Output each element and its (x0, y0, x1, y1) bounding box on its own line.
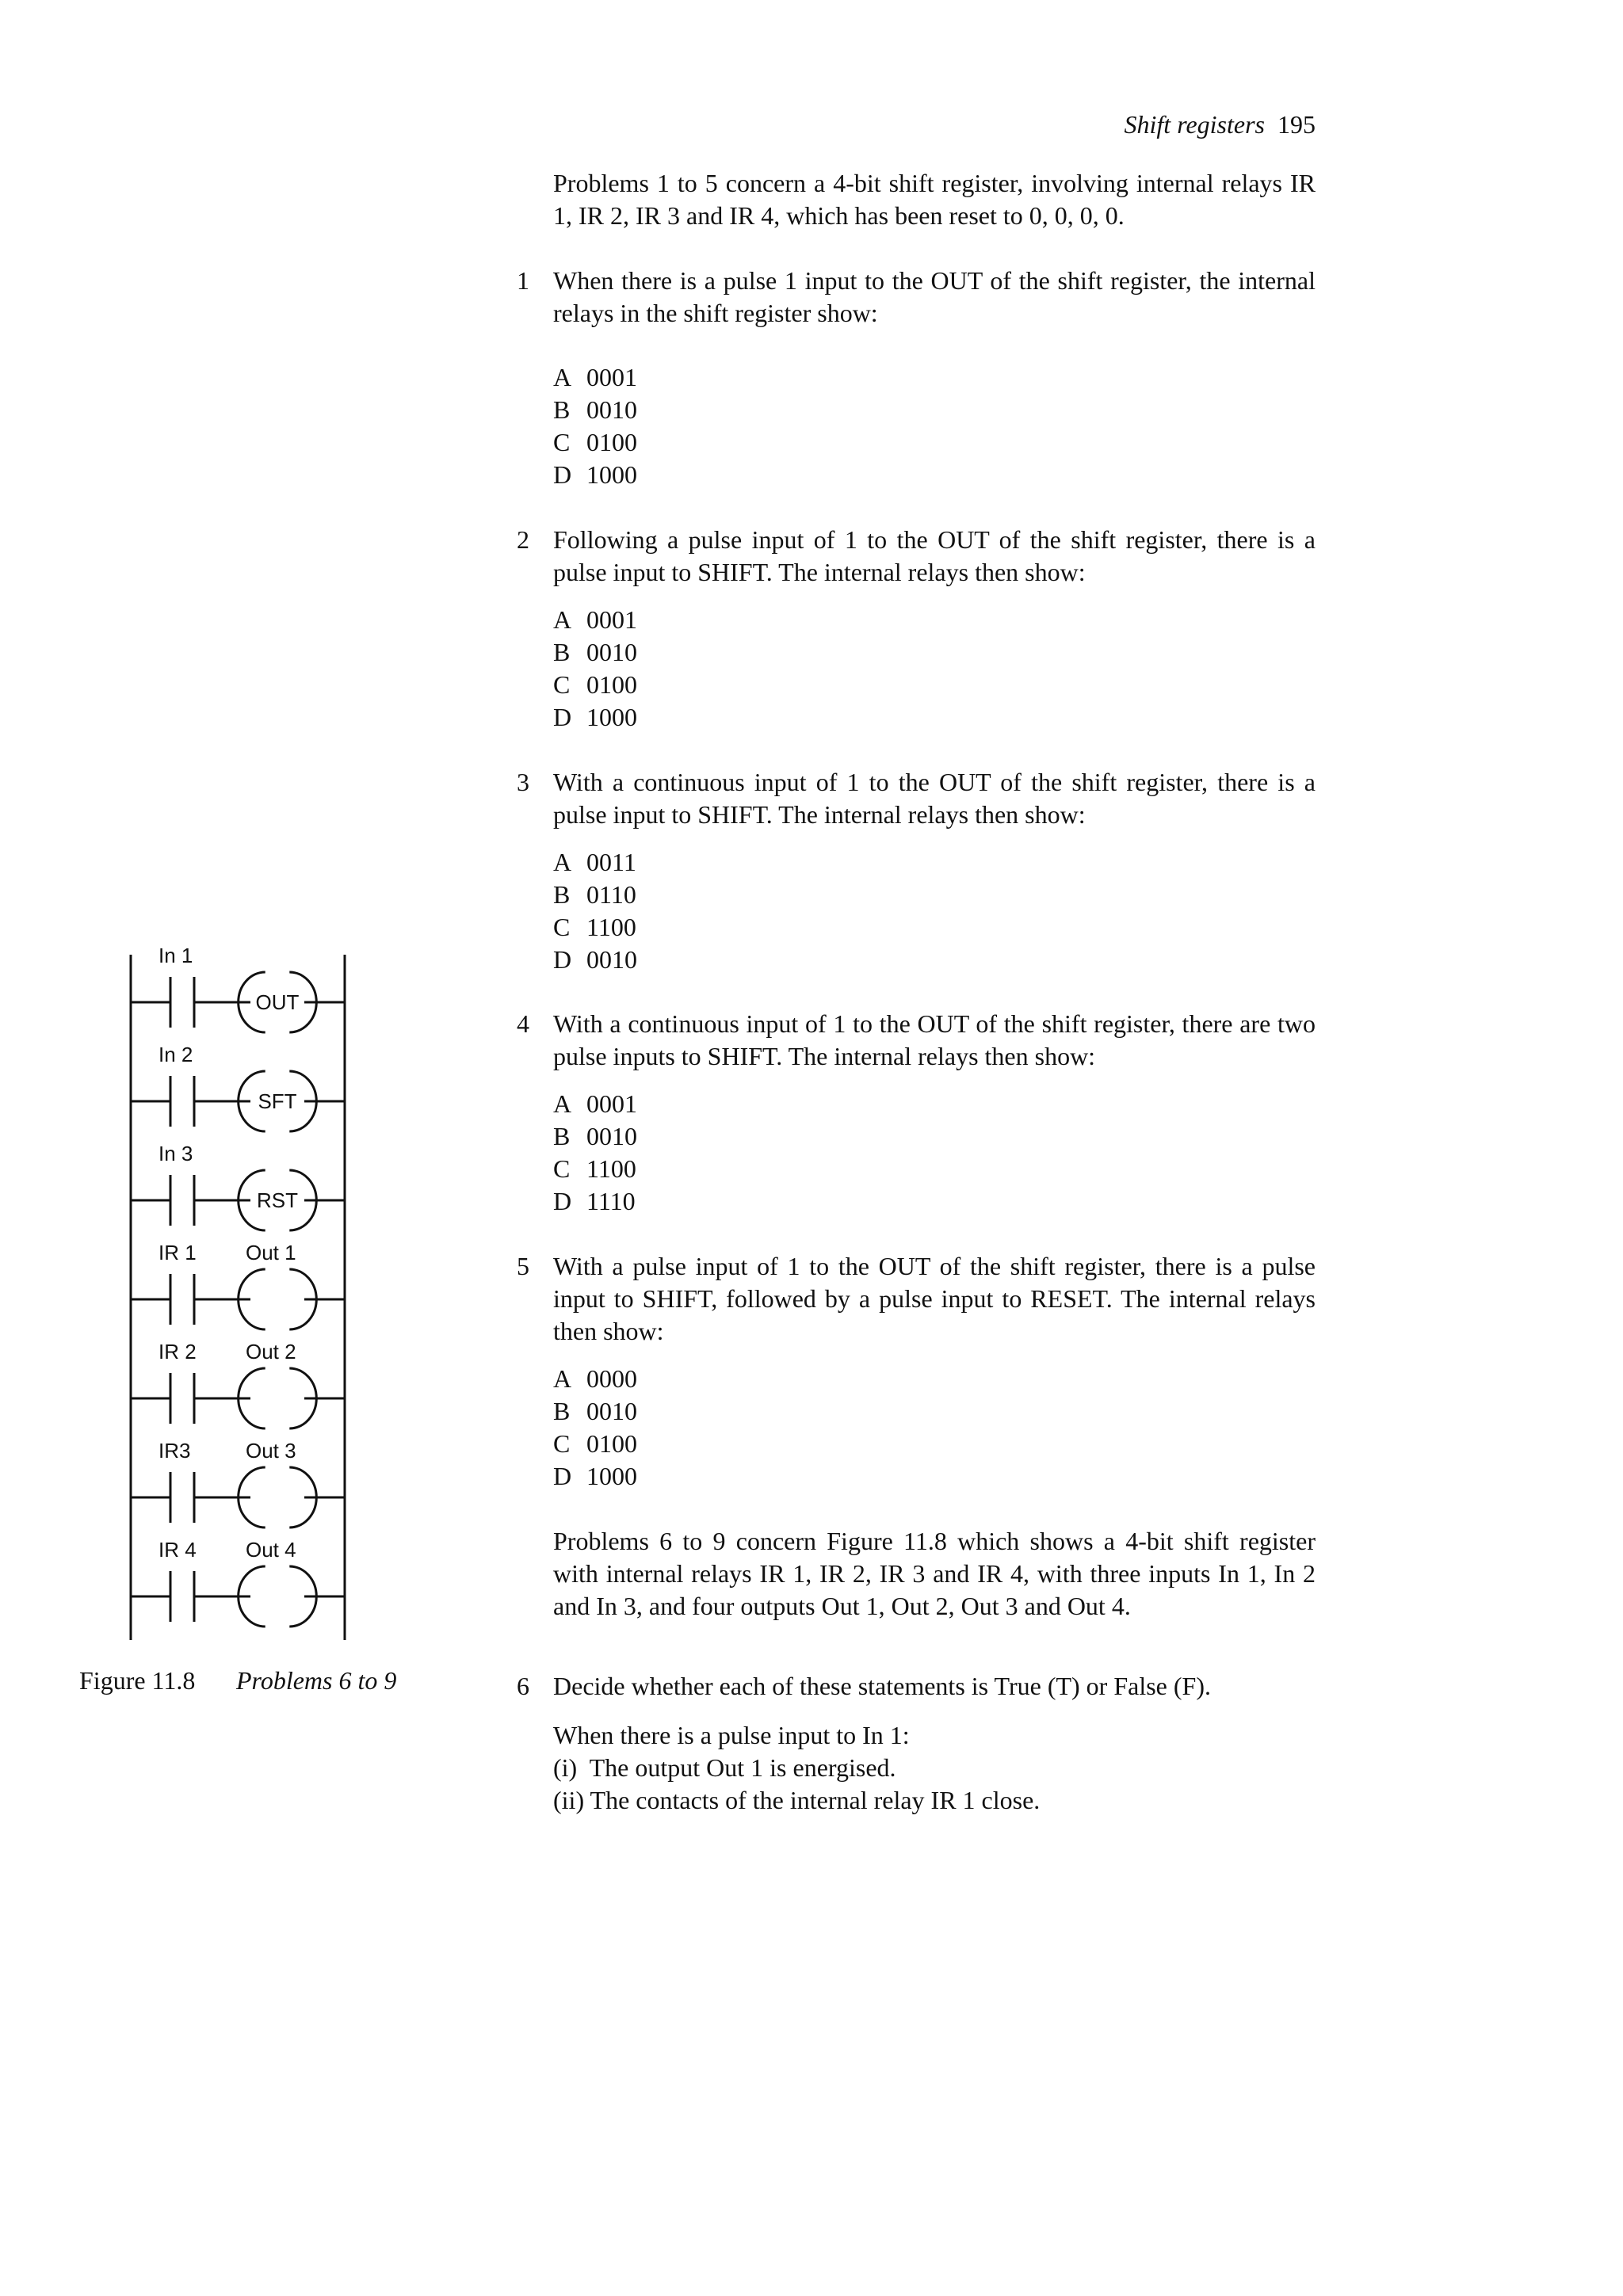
option-c: C 0100 (553, 428, 637, 456)
figure-label: Figure 11.8 (79, 1666, 196, 1695)
option-c: C 1100 (553, 913, 636, 941)
question-5-number: 5 (517, 1252, 529, 1280)
coil-text: SFT (258, 1089, 297, 1113)
option-d: D 1000 (553, 703, 637, 731)
problems-1-5-intro: Problems 1 to 5 concern a 4-bit shift register, involving internal relays IR 1, IR 2, IR 3 and IR 4, which has been reset to 0, 0, 0, 0. (553, 169, 1316, 230)
question-5-options (553, 1363, 637, 1493)
option-a: A 0001 (553, 363, 637, 391)
page-number: 195 (1277, 110, 1316, 139)
figure-caption-text: Problems 6 to 9 (236, 1666, 397, 1695)
statement-ii: (ii) The contacts of the internal relay IR 1 close. (553, 1786, 1041, 1814)
coil-text: RST (257, 1188, 298, 1212)
contact-label: IR 1 (158, 1241, 197, 1264)
option-c: C 0100 (553, 670, 637, 699)
option-d: D 1000 (553, 460, 637, 489)
problems-6-9-intro: Problems 6 to 9 concern Figure 11.8 which shows a 4-bit shift register with internal relays IR 1, IR 2, IR 3 and IR 4, with three inputs In 1, In 2 and In 3, and four outputs Out 1, Out 2, Out 3 and Out 4. (553, 1527, 1316, 1620)
option-a: A 0001 (553, 1089, 637, 1118)
question-6-lead: When there is a pulse input to In 1: (553, 1721, 910, 1749)
option-b: B 0010 (553, 395, 637, 424)
question-4-options (553, 1088, 637, 1218)
option-b: B 0010 (553, 1397, 637, 1425)
question-2-number: 2 (517, 525, 529, 554)
statement-i: (i) The output Out 1 is energised. (553, 1753, 896, 1782)
question-4-text: With a continuous input of 1 to the OUT of the shift register, there are two pulse inputs to SHIFT. The internal relays then show: (553, 1009, 1316, 1070)
question-6-statements (553, 1719, 1316, 1817)
ladder-diagram (111, 915, 365, 1644)
contact-label: In 3 (158, 1142, 193, 1165)
question-3-number: 3 (517, 768, 529, 796)
option-a: A 0001 (553, 605, 637, 634)
option-a: A 0011 (553, 848, 636, 876)
option-b: B 0010 (553, 638, 637, 666)
running-head-title: Shift registers (1124, 110, 1265, 139)
option-d: D 1110 (553, 1187, 636, 1215)
option-c: C 1100 (553, 1154, 636, 1183)
option-c: C 0100 (553, 1429, 637, 1458)
contact-label: IR 4 (158, 1538, 197, 1562)
coil-label: Out 3 (246, 1439, 296, 1463)
question-1-options (553, 361, 637, 491)
question-4-number: 4 (517, 1009, 529, 1038)
coil-label: Out 2 (246, 1340, 296, 1363)
contact-label: IR3 (158, 1439, 191, 1463)
option-b: B 0110 (553, 880, 636, 909)
figure-caption (79, 1663, 396, 1698)
contact-label: In 2 (158, 1043, 193, 1066)
question-6-text: Decide whether each of these statements is True (T) or False (F). (553, 1672, 1211, 1700)
question-2-options (553, 604, 637, 734)
option-d: D 1000 (553, 1462, 637, 1490)
coil-text: OUT (255, 990, 300, 1014)
question-2-text: Following a pulse input of 1 to the OUT of the shift register, there is a pulse input to SHIFT. The internal relays then show: (553, 525, 1316, 586)
question-3-options (553, 846, 637, 976)
question-3-text: With a continuous input of 1 to the OUT of the shift register, there is a pulse input to SHIFT. The internal relays then show: (553, 768, 1316, 829)
contact-label: IR 2 (158, 1340, 197, 1363)
contact-label: In 1 (158, 944, 193, 967)
question-5-text: With a pulse input of 1 to the OUT of the shift register, there is a pulse input to SHIFT, followed by a pulse input to RESET. The internal relays then show: (553, 1252, 1316, 1345)
option-a: A 0000 (553, 1364, 637, 1393)
coil-label: Out 1 (246, 1241, 296, 1264)
question-6-number: 6 (517, 1672, 529, 1700)
running-head (872, 107, 1316, 142)
question-1-number: 1 (517, 266, 529, 295)
option-d: D 0010 (553, 945, 637, 974)
coil-label: Out 4 (246, 1538, 296, 1562)
question-1-text: When there is a pulse 1 input to the OUT of the shift register, the internal relays in the shift register show: (553, 266, 1316, 327)
option-b: B 0010 (553, 1122, 637, 1150)
